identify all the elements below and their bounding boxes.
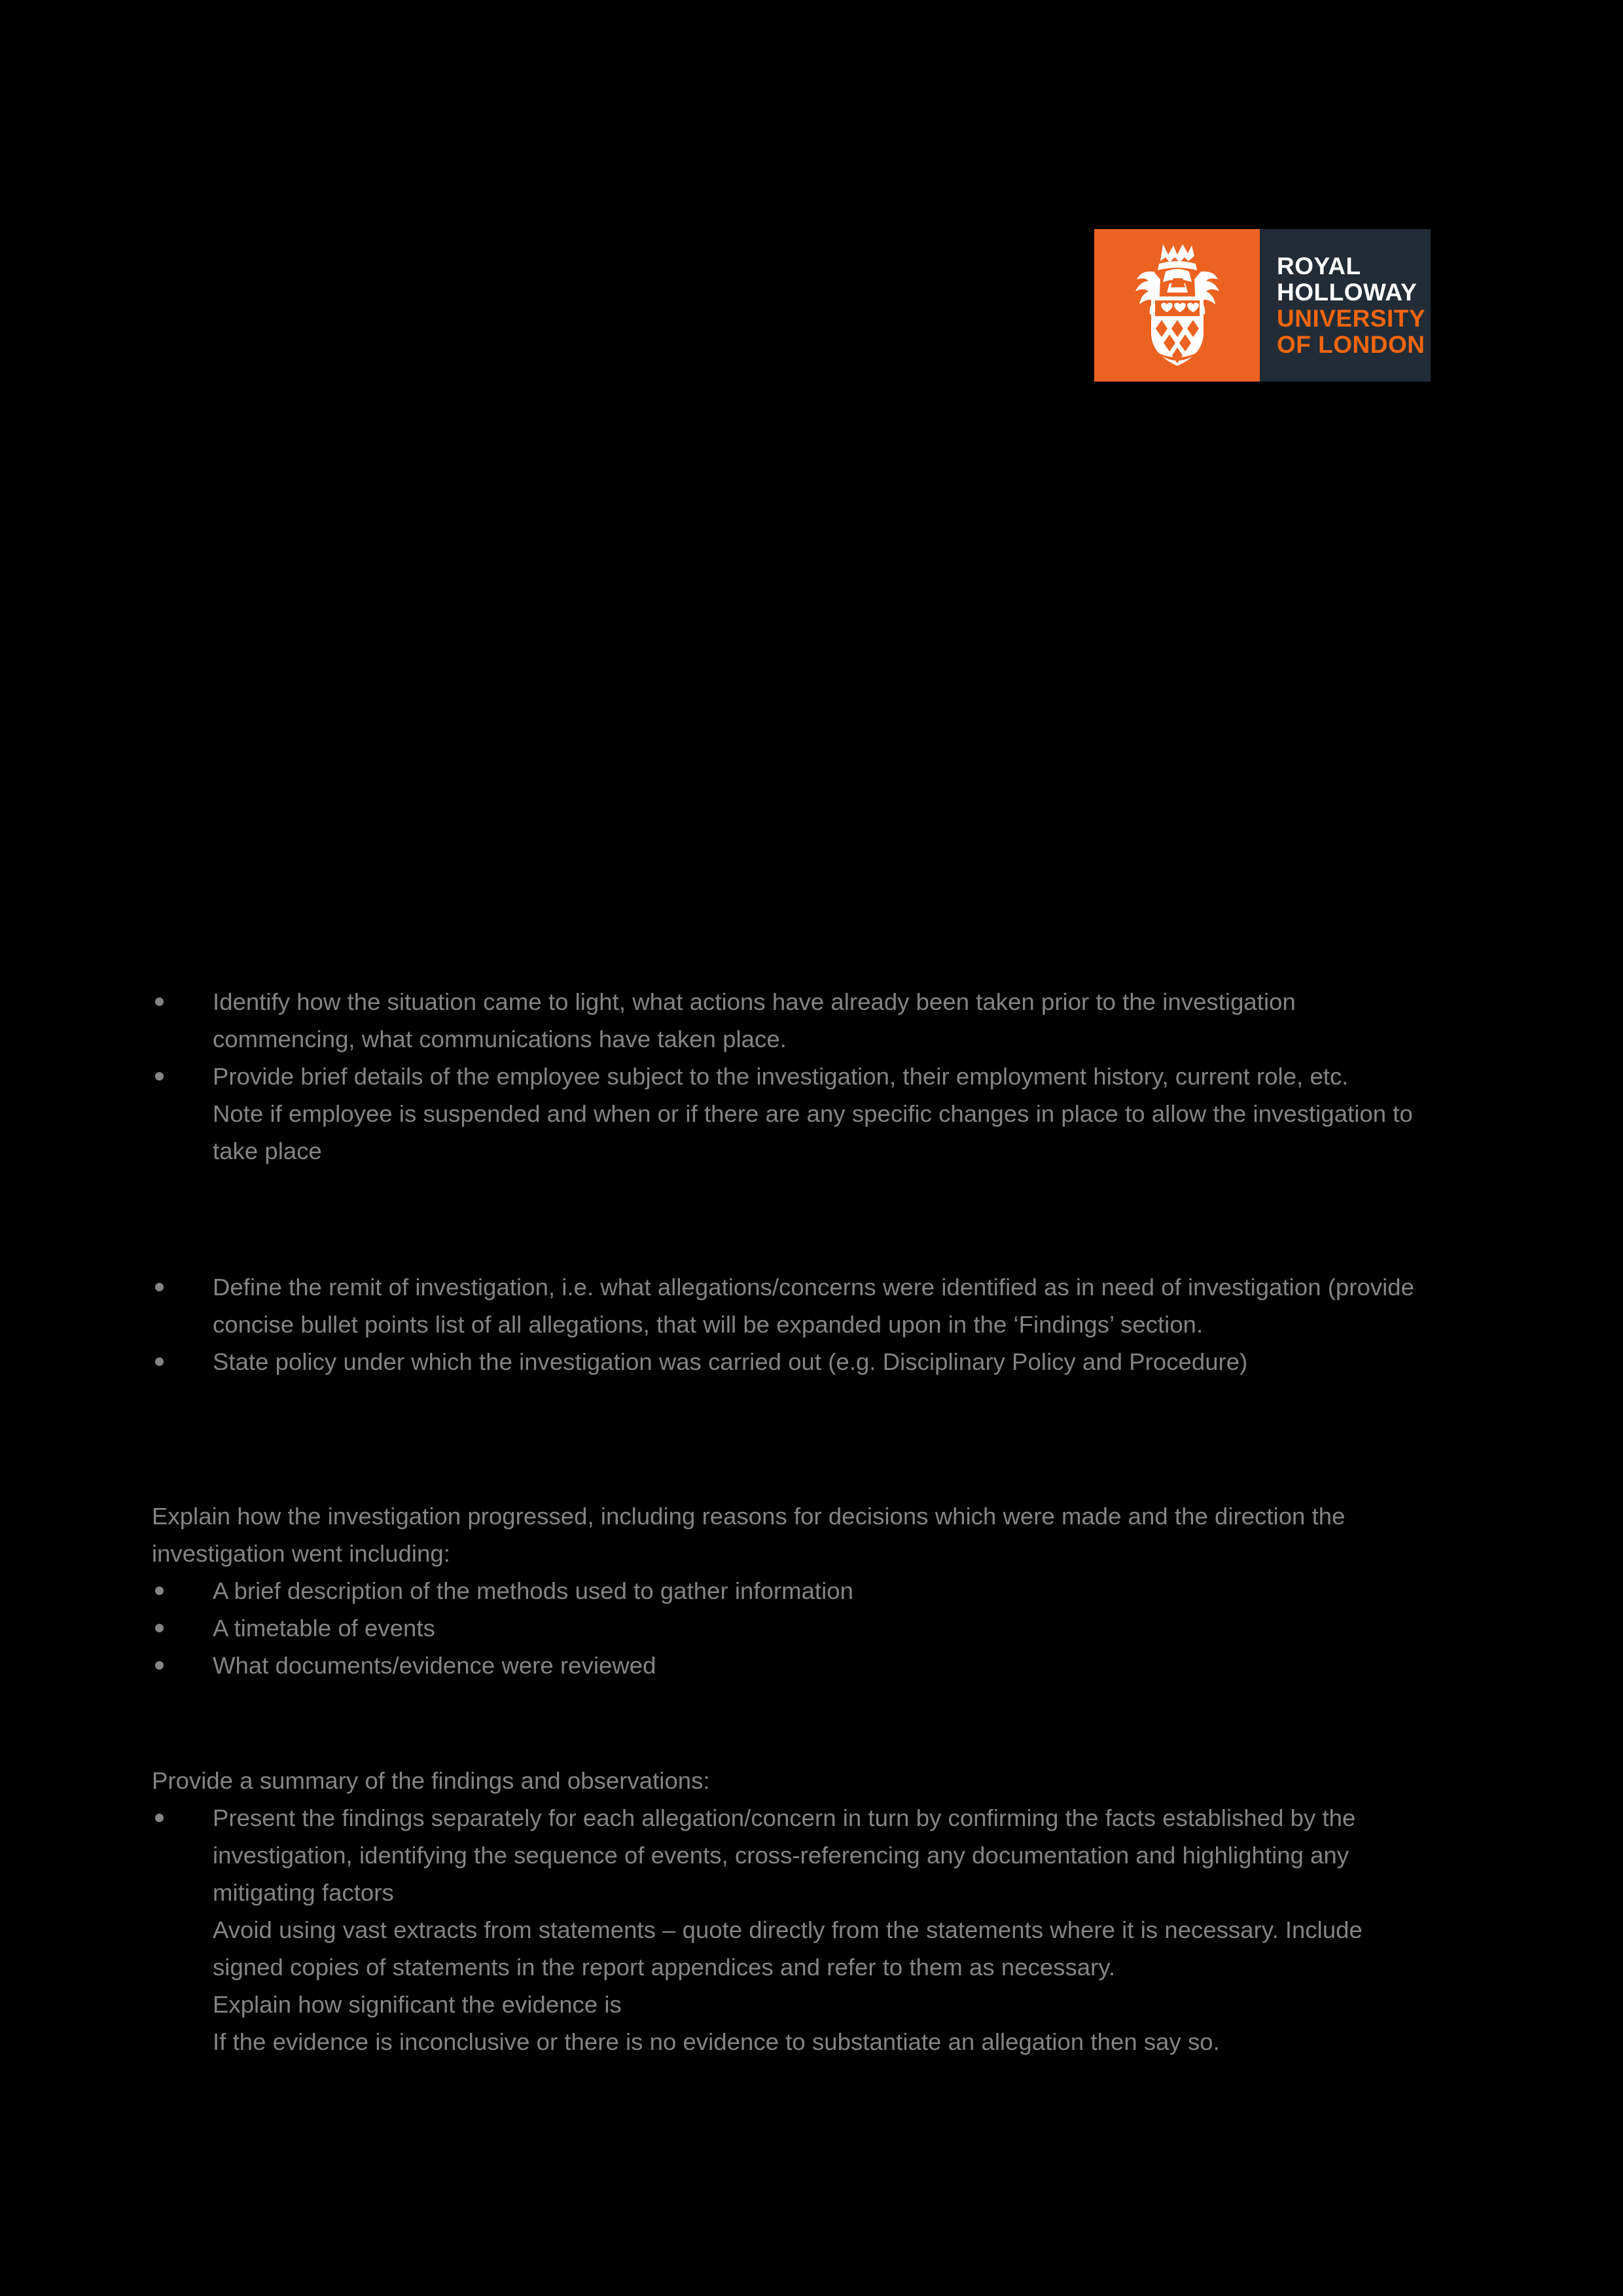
section-intro-paragraph: Provide a summary of the findings and observations: xyxy=(152,1767,710,1794)
list-item-text: Present the findings separately for each allegation/concern in turn by confirming the facts established by the investigation, identifying the sequence of events, cross-referencing any documentation and highlighting any mitigating factors xyxy=(213,1804,1356,1906)
list-item xyxy=(152,1647,1421,1684)
list-item xyxy=(152,1609,1421,1647)
logo-line-of-london: OF LONDON xyxy=(1277,331,1425,358)
bullet-dot-icon xyxy=(155,1357,164,1366)
list-item-text: Provide brief details of the employee subject to the investigation, their employment history, current role, etc. xyxy=(213,1063,1349,1090)
list-item-subtext: Avoid using vast extracts from statements – quote directly from the statements where it is necessary. Include signed copies of statements in the report appendices and refer to them as necessary. xyxy=(213,1916,1363,1981)
bullet-dot-icon xyxy=(155,1624,164,1632)
remit-section xyxy=(152,1268,1421,1380)
logo-line-holloway: HOLLOWAY xyxy=(1277,278,1418,306)
list-item-text: What documents/evidence were reviewed xyxy=(213,1652,656,1679)
list-item-text: A timetable of events xyxy=(213,1615,435,1641)
bullet-dot-icon xyxy=(155,1072,164,1081)
list-item xyxy=(152,1343,1421,1380)
bullet-dot-icon xyxy=(155,1587,164,1595)
list-item-text: State policy under which the investigation was carried out (e.g. Disciplinary Policy and Procedure) xyxy=(213,1348,1248,1375)
list-item-text: A brief description of the methods used to gather information xyxy=(213,1577,853,1604)
section-intro-paragraph: Explain how the investigation progressed, including reasons for decisions which were made and the direction the investigation went including: xyxy=(152,1503,1346,1567)
bullet-dot-icon xyxy=(155,1661,164,1670)
background-section xyxy=(152,983,1421,1170)
list-item-subtext: If the evidence is inconclusive or there is no evidence to substantiate an allegation then say so. xyxy=(213,2028,1220,2055)
list-item xyxy=(152,1058,1421,1095)
list-item xyxy=(152,1799,1421,1911)
logo-line-royal: ROYAL xyxy=(1277,252,1361,279)
list-item-subtext: Explain how significant the evidence is xyxy=(213,1991,622,2018)
bullet-dot-icon xyxy=(155,997,164,1006)
logo-crest-panel xyxy=(1094,229,1260,382)
list-item-text: Define the remit of investigation, i.e. what allegations/concerns were identified as in need of investigation (provide concise bullet points list of all allegations, that will be expanded upon in the ‘Findings’ section. xyxy=(213,1274,1414,1338)
logo-wordmark-panel xyxy=(1260,229,1431,382)
bullet-dot-icon xyxy=(155,1283,164,1291)
list-item xyxy=(152,1268,1421,1343)
list-item xyxy=(152,983,1421,1058)
list-item-subtext: Note if employee is suspended and when or if there are any specific changes in place to allow the investigation to take place xyxy=(213,1100,1413,1164)
list-item-text: Identify how the situation came to light, what actions have already been taken prior to the investigation commencing, what communications have taken place. xyxy=(213,988,1296,1052)
list-item xyxy=(152,1572,1421,1609)
royal-holloway-logo xyxy=(1094,229,1431,382)
findings-section xyxy=(152,1762,1421,2060)
coat-of-arms-crest-icon xyxy=(1122,242,1232,370)
process-section xyxy=(152,1498,1421,1684)
bullet-dot-icon xyxy=(155,1814,164,1822)
logo-line-university: UNIVERSITY xyxy=(1277,304,1426,332)
